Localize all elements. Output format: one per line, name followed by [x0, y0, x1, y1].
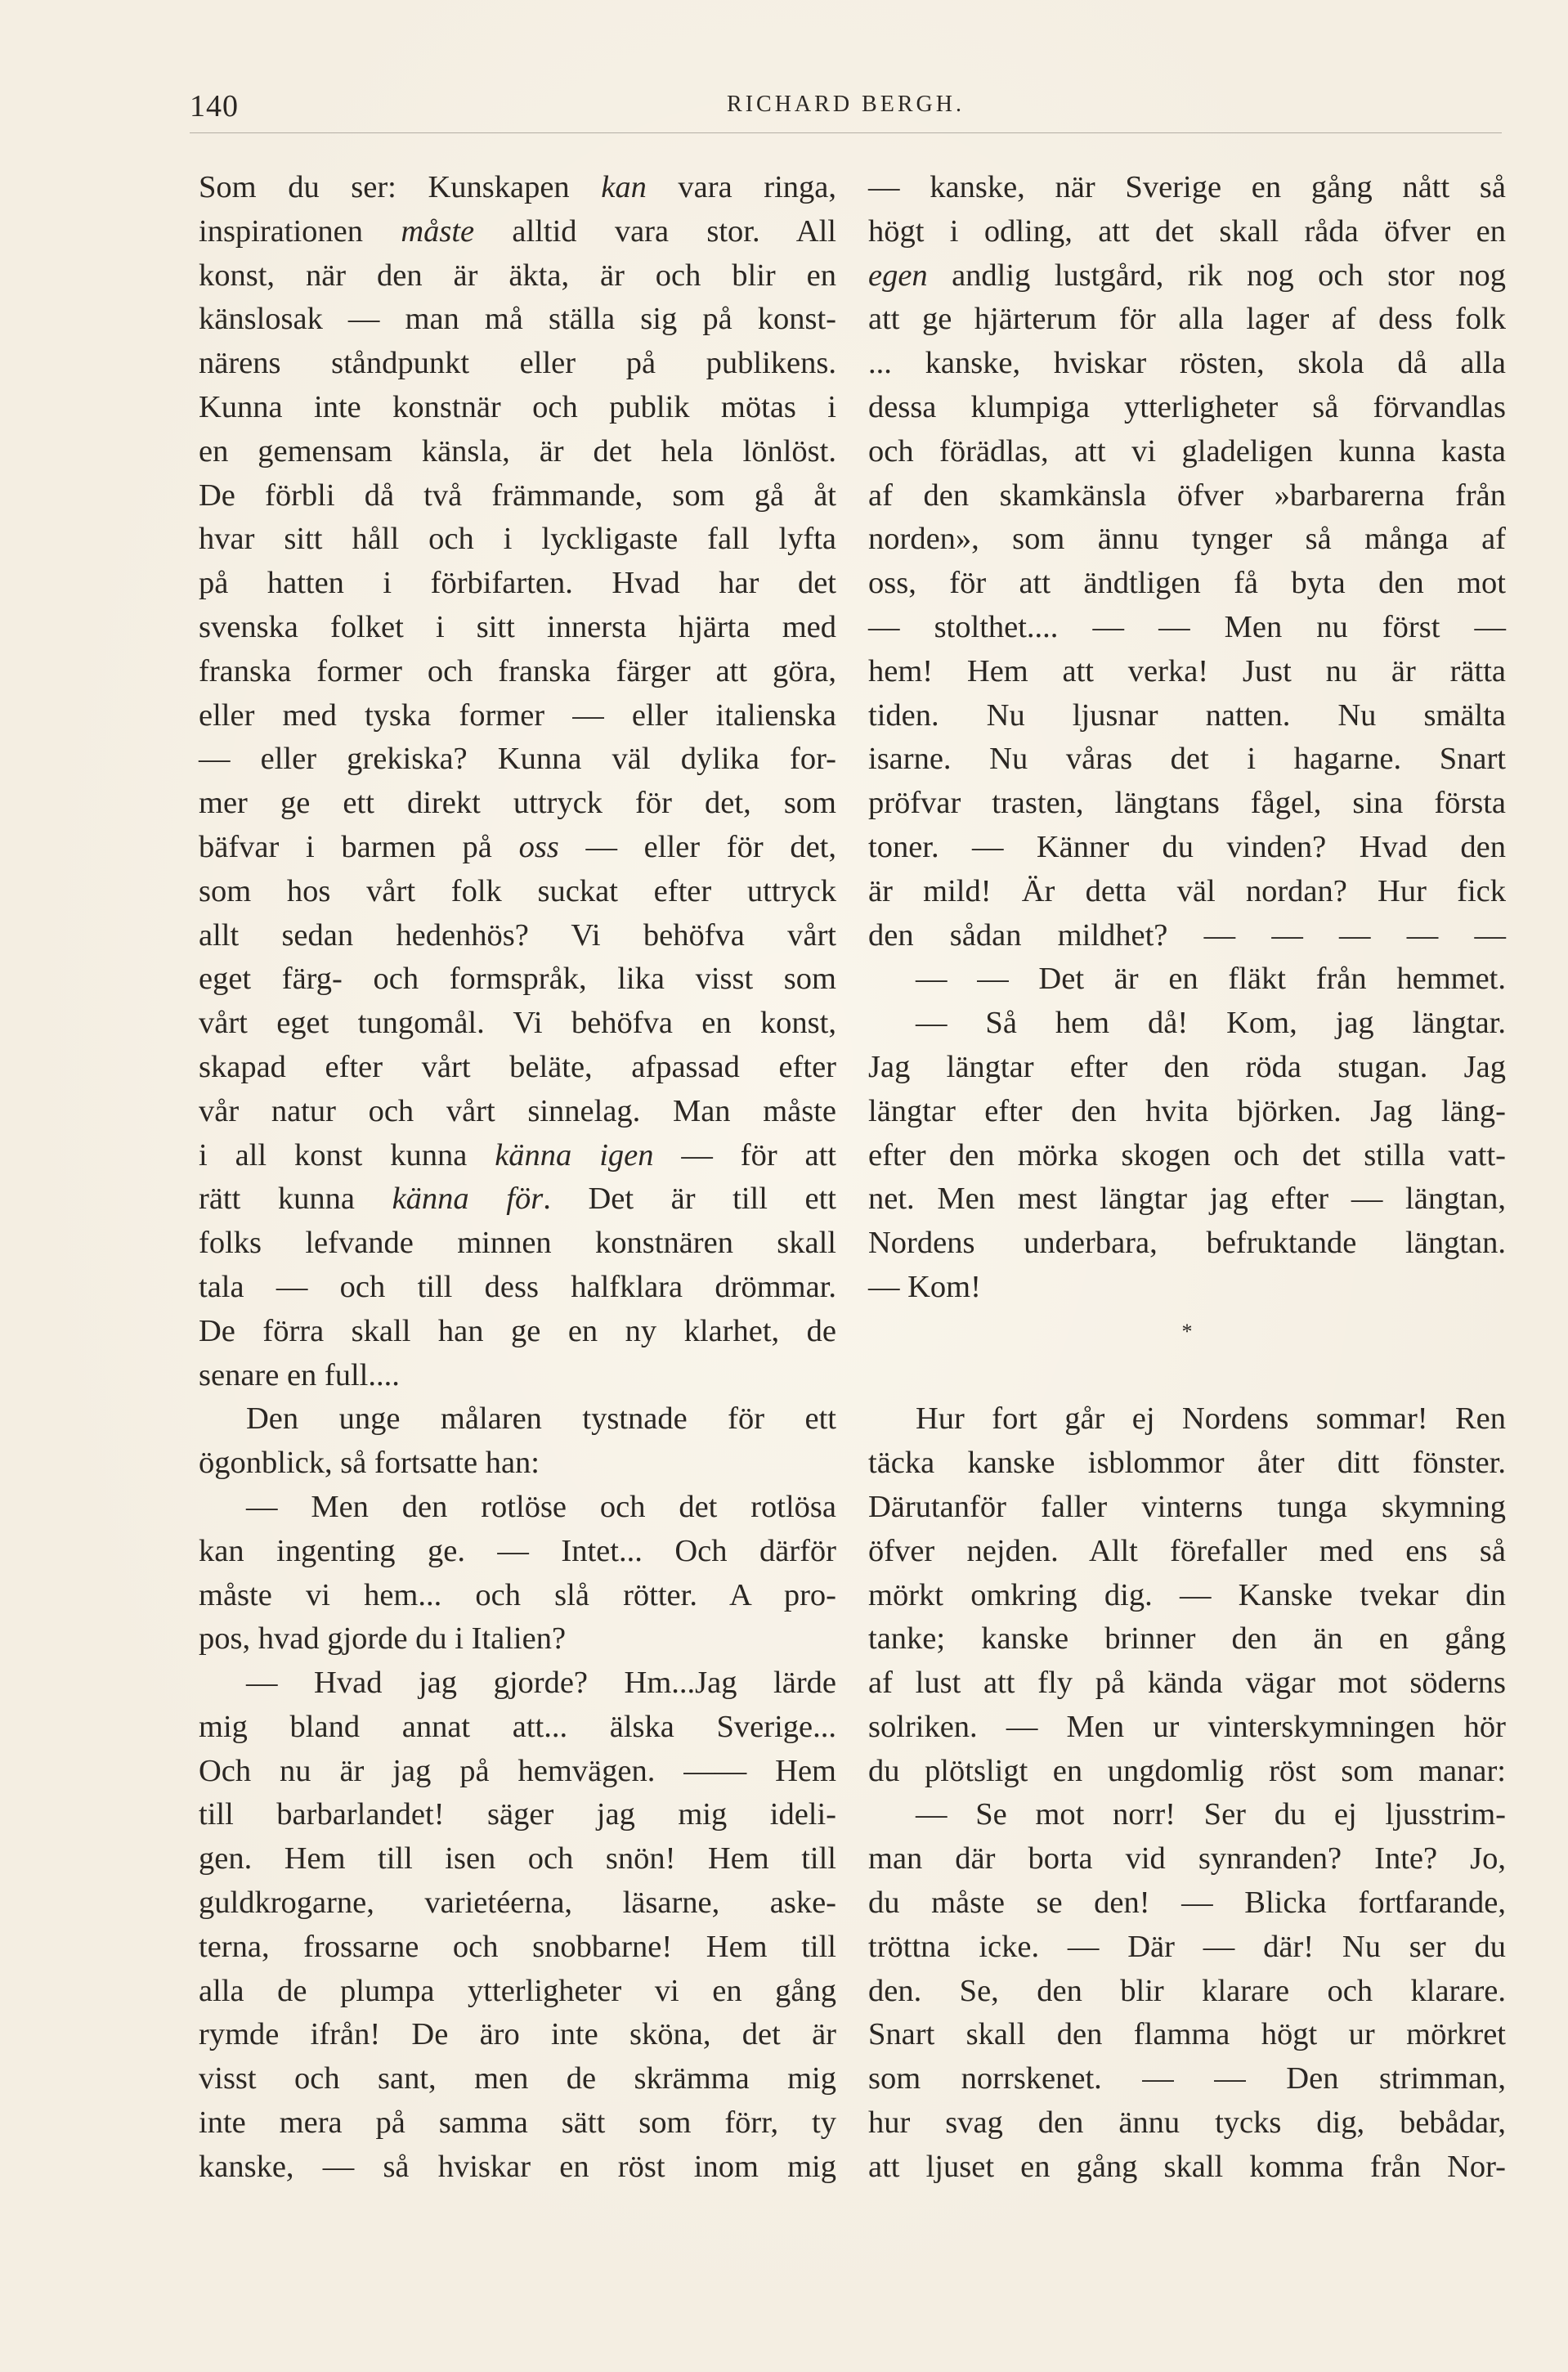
text-line: att ge hjärterum för alla lager af dess folk — [868, 302, 1506, 337]
text-line: mörkt omkring dig. — Kanske tvekar din — [868, 1577, 1506, 1612]
italic-emphasis: känna igen — [495, 1137, 654, 1173]
text-line: måste vi hem... och slå rötter. A pro- — [199, 1577, 836, 1612]
text-line: kan ingenting ge. — Intet... Och därför — [199, 1533, 836, 1568]
text-line: — eller grekiska? Kunna väl dylika for- — [199, 742, 836, 777]
text-line: af den skamkänsla öfver »barbarerna från — [868, 478, 1506, 513]
text-line: visst och sant, men de skrämma mig — [199, 2061, 836, 2096]
text-line: längtar efter den hvita björken. Jag läng- — [868, 1093, 1506, 1128]
text-line: ... kanske, hviskar rösten, skola då alla — [868, 346, 1506, 381]
text-line: Och nu är jag på hemvägen. —— Hem — [199, 1753, 836, 1788]
text-line: senare en full.... — [199, 1357, 400, 1392]
text-line: konst, när den är äkta, är och blir en — [199, 258, 836, 293]
italic-emphasis: oss — [518, 829, 559, 864]
text-line: svenska folket i sitt innersta hjärta med — [199, 609, 836, 644]
text-line: Som du ser: Kunskapen kan vara ringa, — [199, 170, 836, 204]
text-line: pos, hvad gjorde du i Italien? — [199, 1621, 567, 1657]
text-line: ögonblick, så fortsatte han: — [199, 1446, 540, 1481]
text-line: hvar sitt håll och i lyckligaste fall lyfta — [199, 522, 836, 557]
text-line: isarne. Nu våras det i hagarne. Snart — [868, 742, 1506, 777]
text-line: — kanske, när Sverige en gång nått så — [868, 170, 1506, 204]
text-line: alla de plumpa ytterligheter vi en gång — [199, 1973, 836, 2008]
italic-emphasis: kan — [601, 170, 647, 204]
text-line: — Så hem då! Kom, jag längtar. — [916, 1006, 1506, 1041]
text-line: Därutanför faller vinterns tunga skymning — [868, 1489, 1506, 1524]
text-line: hur svag den ännu tycks dig, bebådar, — [868, 2105, 1506, 2141]
text-line: öfver nejden. Allt förefaller med ens så — [868, 1533, 1506, 1568]
text-line: — Se mot norr! Ser du ej ljusstrim- — [916, 1797, 1506, 1832]
text-line: tröttna icke. — Där — där! Nu ser du — [868, 1929, 1506, 1964]
text-line: guldkrogarne, varietéerna, läsarne, aske- — [199, 1885, 836, 1921]
text-line: i all konst kunna känna igen — för att — [199, 1137, 836, 1173]
text-line: De förbli då två främmande, som gå åt — [199, 478, 836, 513]
text-line: — Hvad jag gjorde? Hm...Jag lärde — [246, 1666, 836, 1701]
text-line: bäfvar i barmen på oss — eller för det, — [199, 829, 836, 864]
text-line: Hur fort går ej Nordens sommar! Ren — [916, 1401, 1506, 1437]
text-line: efter den mörka skogen och det stilla vatt- — [868, 1137, 1506, 1173]
text-line: högt i odling, att det skall råda öfver en — [868, 213, 1506, 249]
text-line: Nordens underbara, befruktande längtan. — [868, 1226, 1506, 1261]
text-line: den. Se, den blir klarare och klarare. — [868, 1973, 1506, 2008]
text-line: Snart skall den flamma högt ur mörkret — [868, 2017, 1506, 2052]
text-line: hem! Hem att verka! Just nu är rätta — [868, 653, 1506, 688]
text-line: rätt kunna känna för. Det är till ett — [199, 1182, 837, 1217]
text-line: De förra skall han ge en ny klarhet, de — [199, 1313, 836, 1348]
right-column — [868, 166, 1506, 2190]
text-line: tala — och till dess halfklara drömmar. — [199, 1269, 836, 1304]
text-line: tanke; kanske brinner den än en gång — [868, 1621, 1506, 1657]
text-line: vår natur och vårt sinnelag. Man måste — [199, 1093, 836, 1128]
text-line: täcka kanske isblommor åter ditt fönster. — [868, 1446, 1506, 1481]
text-line: mig bland annat att... älska Sverige... — [199, 1709, 836, 1744]
header-rule — [190, 132, 1502, 133]
text-line: skapad efter vårt beläte, afpassad efter — [199, 1049, 836, 1084]
text-line: på hatten i förbifarten. Hvad har det — [199, 566, 836, 601]
text-line: inspirationen måste alltid vara stor. All — [199, 213, 836, 249]
text-line: tiden. Nu ljusnar natten. Nu smälta — [868, 697, 1506, 733]
text-line: af lust att fly på kända vägar mot söderns — [868, 1666, 1506, 1701]
text-line: toner. — Känner du vinden? Hvad den — [868, 829, 1506, 864]
text-line: en gemensam känsla, är det hela lönlöst. — [199, 433, 836, 469]
page-header — [190, 88, 1502, 129]
text-line: till barbarlandet! säger jag mig ideli- — [199, 1797, 836, 1832]
text-line: dessa klumpiga ytterligheter så förvandlas — [868, 389, 1506, 424]
text-line: pröfvar trasten, längtans fågel, sina första — [868, 786, 1506, 821]
italic-emphasis: egen — [868, 258, 928, 293]
text-line: — Kom! — [868, 1269, 981, 1304]
text-line: man där borta vid synranden? Inte? Jo, — [868, 1841, 1506, 1877]
text-line: känslosak — man må ställa sig på konst- — [199, 302, 836, 337]
text-line: vårt eget tungomål. Vi behöfva en konst, — [199, 1006, 836, 1041]
text-line: och förädlas, att vi gladeligen kunna kasta — [868, 433, 1506, 469]
text-line: Kunna inte konstnär och publik mötas i — [199, 389, 836, 424]
text-line: som norrskenet. — — Den strimman, — [868, 2061, 1506, 2096]
running-head: RICHARD BERGH. — [727, 92, 965, 117]
text-line: inte mera på samma sätt som förr, ty — [199, 2105, 836, 2141]
text-line: kanske, — så hviskar en röst inom mig — [199, 2149, 836, 2184]
text-line: eller med tyska former — eller italienska — [199, 697, 836, 733]
text-line: — stolthet.... — — Men nu först — — [868, 609, 1506, 644]
text-line: terna, frossarne och snobbarne! Hem till — [199, 1929, 836, 1964]
text-line: franska former och franska färger att göra, — [199, 653, 836, 688]
italic-emphasis: måste — [401, 213, 475, 249]
text-line: Jag längtar efter den röda stugan. Jag — [868, 1049, 1506, 1084]
text-line: allt sedan hedenhös? Vi behöfva vårt — [199, 917, 836, 953]
text-line: * — [1181, 1319, 1193, 1343]
text-line: Den unge målaren tystnade för ett — [246, 1401, 836, 1437]
text-line: att ljuset en gång skall komma från Nor- — [868, 2149, 1506, 2184]
text-line: rymde ifrån! De äro inte sköna, det är — [199, 2017, 836, 2052]
text-line: net. Men mest längtar jag efter — längtan, — [868, 1182, 1506, 1217]
left-column — [199, 166, 836, 2190]
text-line: du måste se den! — Blicka fortfarande, — [868, 1885, 1506, 1921]
text-line: egen andlig lustgård, rik nog och stor nog — [868, 258, 1506, 293]
text-line: som hos vårt folk suckat efter uttryck — [199, 873, 836, 908]
text-line: folks lefvande minnen konstnären skall — [199, 1226, 836, 1261]
text-line: du plötsligt en ungdomlig röst som manar: — [868, 1753, 1506, 1788]
text-line: eget färg- och formspråk, lika visst som — [199, 962, 836, 997]
text-line: mer ge ett direkt uttryck för det, som — [199, 786, 836, 821]
page-number: 140 — [190, 89, 239, 123]
text-line: den sådan mildhet? — — — — — — [868, 917, 1506, 953]
italic-emphasis: känna för — [392, 1182, 544, 1217]
text-line: gen. Hem till isen och snön! Hem till — [199, 1841, 836, 1877]
text-line: — — Det är en fläkt från hemmet. — [916, 962, 1506, 997]
text-line: är mild! Är detta väl nordan? Hur fick — [868, 873, 1506, 908]
text-line: norden», som ännu tynger så många af — [868, 522, 1506, 557]
text-line: oss, för att ändtligen få byta den mot — [868, 566, 1506, 601]
text-line: — Men den rotlöse och det rotlösa — [246, 1489, 836, 1524]
text-line: solriken. — Men ur vinterskymningen hör — [868, 1709, 1506, 1744]
text-line: närens ståndpunkt eller på publikens. — [199, 346, 836, 381]
